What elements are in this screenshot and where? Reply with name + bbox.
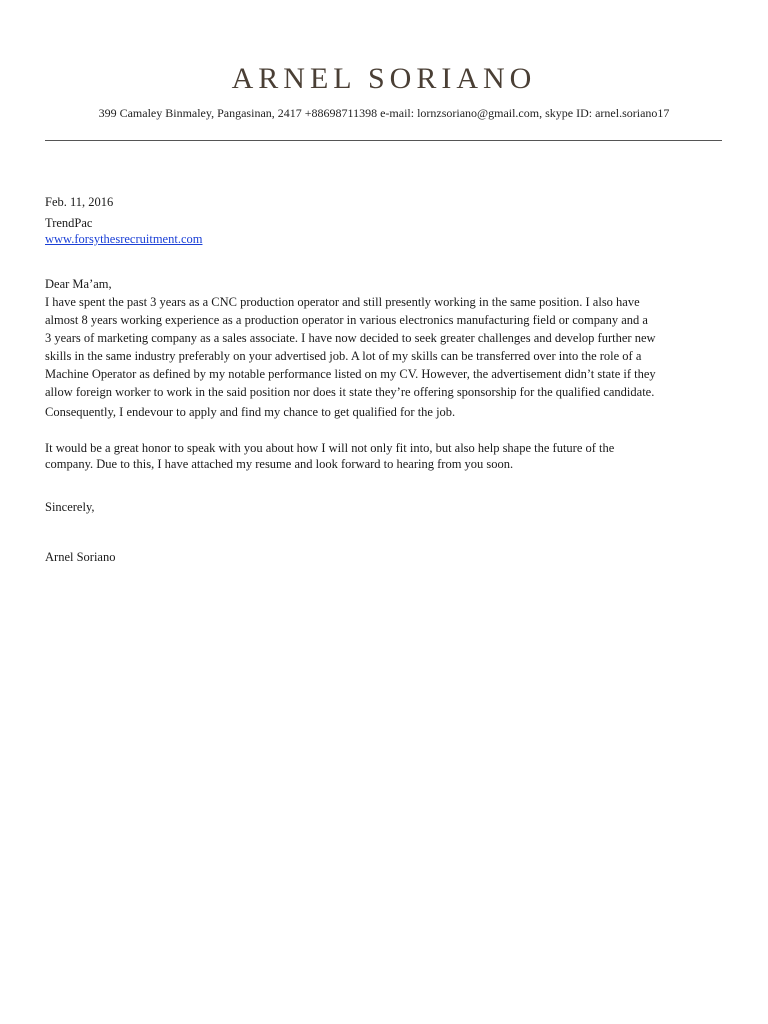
paragraph-1-line: allow foreign worker to work in the said position nor does it state they’re offering sponsorship for the qualified candidate. [45, 385, 655, 399]
company-name: TrendPac [45, 216, 93, 230]
paragraph-2 [45, 440, 725, 472]
paragraph-2-line: company. Due to this, I have attached my resume and look forward to hearing from you soon. [45, 457, 514, 471]
contact-info: 399 Camaley Binmaley, Pangasinan, 2417 +88698711398 e-mail: lornzsoriano@gmail.com, skype ID: arnel.soriano17 [98, 106, 670, 120]
salutation: Dear Ma’am, [45, 277, 112, 291]
paragraph-1-line: skills in the same industry preferably on your advertised job. A lot of my skills can be transferred over into the role of a [45, 349, 642, 363]
paragraph-2-line: It would be a great honor to speak with you about how I will not only fit into, but also help shape the future of the [45, 441, 615, 455]
paragraph-1-line: almost 8 years working experience as a production operator in various electronics manufacturing field or company and a [45, 313, 648, 327]
paragraph-1-line: 3 years of marketing company as a sales associate. I have now decided to seek greater challenges and develop further new [45, 331, 656, 345]
paragraph-1 [45, 293, 725, 421]
company-website-link[interactable]: www.forsythesrecruitment.com [45, 232, 203, 246]
applicant-name: ARNEL SORIANO [231, 62, 537, 95]
letter-date: Feb. 11, 2016 [45, 195, 114, 209]
closing: Sincerely, [45, 500, 95, 514]
signature-name: Arnel Soriano [45, 550, 116, 564]
paragraph-1-line: I have spent the past 3 years as a CNC production operator and still presently working in the same position. I also have [45, 295, 640, 309]
header-divider [45, 140, 722, 141]
paragraph-1-line: Consequently, I endevour to apply and find my chance to get qualified for the job. [45, 405, 456, 419]
paragraph-1-line: Machine Operator as defined by my notable performance listed on my CV. However, the advertisement didn’t state if they [45, 367, 656, 381]
